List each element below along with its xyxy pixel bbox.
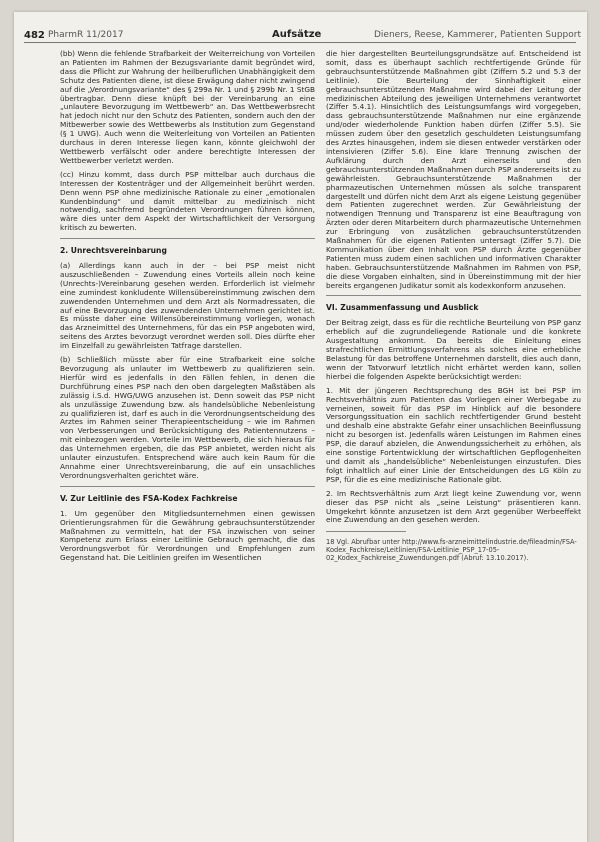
section-heading: 2. Unrechtsvereinbarung: [60, 246, 167, 256]
header-rule: [24, 42, 576, 43]
body-paragraph: (cc) Hinzu kommt, dass durch PSP mittelbar auch durchaus die Interessen der Kostenträger und der Allgemeinheit berührt werden. Denn wenn PSP ohne medizinische Rationale zu einer „emotionalen Kundenbindung“ und damit mittelbar zu medizinisch nicht notwendig, sachfremd begründeten Verordnungen führen können, wäre dies unter dem Aspekt der Wirtschaftlichkeit der Versorgung kritisch zu bewerten.: [60, 169, 315, 233]
section-heading: VI. Zusammenfassung und Ausblick: [326, 303, 479, 313]
section-divider: [326, 295, 581, 296]
section-divider: [60, 238, 315, 239]
body-paragraph: 2. Im Rechtsverhältnis zum Arzt liegt keine Zuwendung vor, wenn dieser das PSP nicht als „seine Leistung“ präsentieren kann. Umgekehrt könnte anzusetzen ist dem Arzt gegenüber Werbeeffekt eine Zuwendung an den gesehen werden.: [326, 488, 581, 525]
body-paragraph: 1. Mit der jüngeren Rechtsprechung des BGH ist bei PSP im Rechtsverhältnis zum Patienten das Vorliegen einer Werbegabe zu verneinen, soweit für das PSP im Hinblick auf die besondere Versorgungssituation ein sachlich rechtfertigender Grund besteht und deshalb eine abstrakte Gefahr einer unsachlichen Beeinflussung nicht zu besorgen ist. Jedenfalls wären Leistungen im Rahmen eines PSP, die darauf abzielen, die Anwendungssicherheit zu erhöhen, als eine sonstige Fortentwicklung der wirtschaftlichen Gepflogenheiten und damit als „handelsübliche“ Nebenleistungen einzustufen. Dies folgt inhaltlich auf einer Linie der Entscheidungen des LG Köln zu PSP, für die es eine medizinische Rationale gibt.: [326, 385, 581, 484]
right-column: [326, 50, 581, 562]
body-paragraph: die hier dargestellten Beurteilungsgrundsätze auf. Entscheidend ist somit, dass es überhaupt sachlich rechtfertigende Gründe für gebrauchsunterstützende Maßnahmen gibt (Ziffern 5.2 und 5.3 der Leitlinie). Die Beurteilung der Sinnhaftigkeit einer gebrauchsunterstützenden Maßnahme wird dabei der Leitung der medizinischen Abteilung des jeweiligen Unternehmens verantwortet (Ziffer 5.4.1). Hinsichtlich des Leistungsumfangs wird vorgegeben, dass gebrauchsunterstützende Maßnahmen nur eine ergänzende und/oder wiederholende Funktion haben dürfen (Ziffer 5.5). Sie müssen zudem über den gesetzlich geschuldeten Leistungsumfang des Arztes hinausgehen, indem sie diesen entweder verstärken oder intensivieren (Ziffer 5.6). Eine klare Trennung zwischen der Aufklärung durch den Arzt einerseits und den gebrauchsunterstützenden Maßnahmen durch PSP andererseits ist zu gewährleisten. Gebrauchsunterstützende Maßnahmen der pharmazeutischen Unternehmen müssen als solche transparent dargestellt und dürfen nicht dem Arzt als eigene Leistung gegenüber dem Patienten zugerechnet werden. Zur Gewährleistung der notwendigen Trennung und Transparenz ist eine Beauftragung von Ärzten oder deren Mitarbeitern durch pharmazeutische Unternehmen zur Erbringung von zusätzlichen gebrauchsunterstützenden Maßnahmen für die eigenen Patienten untersagt (Ziffer 5.7). Die Kommunikation über den Inhalt von PSP durch Ärzte gegenüber Patienten muss zudem einen sachlichen und informativen Charakter haben. Gebrauchsunterstützende Maßnahmen im Rahmen von PSP, die diese Vorgaben einhalten, sind in Übereinstimmung mit der hier bereits ergangenen Judikatur somit als kodexkonform anzusehen.: [326, 49, 581, 290]
body-paragraph: (bb) Wenn die fehlende Strafbarkeit der Weiterreichung von Vorteilen an Patienten im Rahmen der Bezugsvariante damit begründet wird, dass die Pflicht zur Wahrung der heilberuflichen Unabhängigkeit dem Schutz des Patienten diene, ist diese Erwägung daher nicht zwingend auf die „Verordnungsvariante“ des § 299a Nr. 1 und § 299b Nr. 1 StGB übertragbar. Denn diese knüpft bei der Vereinbarung an eine „unlautere Bevorzugung im Wettbewerb“ an. Das Wettbewerbsrecht hat jedoch nicht nur den Schutz des Patienten, sondern auch den der Mitbewerber sowie des Wettbewerbs als Institution zum Gegenstand (§ 1 UWG). Auch wenn die Weiterleitung von Vorteilen an Patienten durchaus in deren Interesse liegen kann, könnte gleichwohl der Wettbewerb verfälscht oder andere berechtigte Interessen der Wettbewerber verletzt werden.: [60, 49, 315, 165]
footnote-rule: [326, 531, 406, 532]
journal-reference: PharmR 11/2017: [48, 30, 124, 40]
body-paragraph: (a) Allerdings kann auch in der – bei PSP meist nicht auszuschließenden – Zuwendung eines Vorteils allein noch keine (Unrechts-)Vereinbarung gesehen werden. Erforderlich ist vielmehr eine zumindest konkludente Willensübereinstimmung zwischen dem zuwendenden Unternehmen und dem Arzt als Normadressaten, die auf eine Bevorzugung des zuwendenden Unternehmen gerichtet ist. Es müsste daher eine Willensübereinstimmung vorliegen, wonach das Arzneimittel des Unternehmens, für das ein PSP angeboten wird, seitens des Arztes bevorzugt verordnet werden soll. Dies dürfte eher im Einzelfall zu gewährleisten Tatfrage darstellen.: [60, 261, 315, 351]
body-paragraph: (b) Schließlich müsste aber für eine Strafbarkeit eine solche Bevorzugung als unlauter im Wettbewerb zu qualifizieren sein. Hierfür wird es jedenfalls in den Fällen fehlen, in denen die Durchführung eines PSP nach den oben dargelegten Maßstäben als zulässig i.S.d. HWG/UWG anzusehen ist. Denn soweit das PSP nicht als unzulässige Zuwendung bzw. als handelsübliche Nebenleistung zu qualifizieren ist, darf es auch in die Verordnungsentscheidung des Arztes im Rahmen seiner Therapieentscheidung – wie im Rahmen von Verbesserungen und Berücksichtigung des Patientennutzens – mit einbezogen werden. Vorteile im Wettbewerb, die sich hieraus für das Unternehmen ergeben, die das PSP anbietet, werden nicht als unlauter einzustufen. Entsprechend wäre auch kein Raum für die Annahme einer Unrechtsvereinbarung, die auf ein unsachliches Verordnungsverhalten gerichtet wäre.: [60, 355, 315, 480]
section-title: Aufsätze: [272, 29, 322, 40]
page-header: [14, 12, 587, 46]
body-paragraph: Der Beitrag zeigt, dass es für die rechtliche Beurteilung von PSP ganz erheblich auf die zugrundeliegende Rationale und die konkrete Ausgestaltung ankommt. Da bereits die Einleitung eines strafrechtlichen Ermittlungsverfahrens als solches eine erhebliche Belastung für das betroffene Unternehmen darstellt, dies auch dann, wenn der Tatvorwurf letztlich nicht erhärtet werden kann, sollen hierbei die folgenden Aspekte berücksichtigt werden:: [326, 318, 581, 381]
document-page: [14, 12, 587, 842]
section-heading: V. Zur Leitlinie des FSA-Kodex Fachkreise: [60, 493, 238, 503]
footnote: 18 Vgl. Abrufbar unter http://www.fs-arzneimittelindustrie.de/fileadmin/FSA-Kodex_Fachkreise/Leitlinien/FSA-Leitlinie_PSP_17-05-02_Kodex_Fachkreise_Zuwendungen.pdf (Abruf: 13.10.2017).: [326, 538, 577, 563]
section-divider: [60, 486, 315, 487]
body-paragraph: 1. Um gegenüber den Mitgliedsunternehmen einen gewissen Orientierungsrahmen für die Gewährung gebrauchsunterstützender Maßnahmen zu vermitteln, hat der FSA inzwischen von seiner Kompetenz zum Erlass einer Leitlinie Gebrauch gemacht, die das Verordnungsverbot für Verordnungen und Empfehlungen zum Gegenstand hat. Die Leitlinien greifen im Wesentlichen: [60, 508, 315, 563]
page-number: 482: [24, 30, 45, 41]
left-column: [60, 50, 315, 568]
running-authors: Dieners, Reese, Kammerer, Patienten Support: [374, 30, 581, 40]
